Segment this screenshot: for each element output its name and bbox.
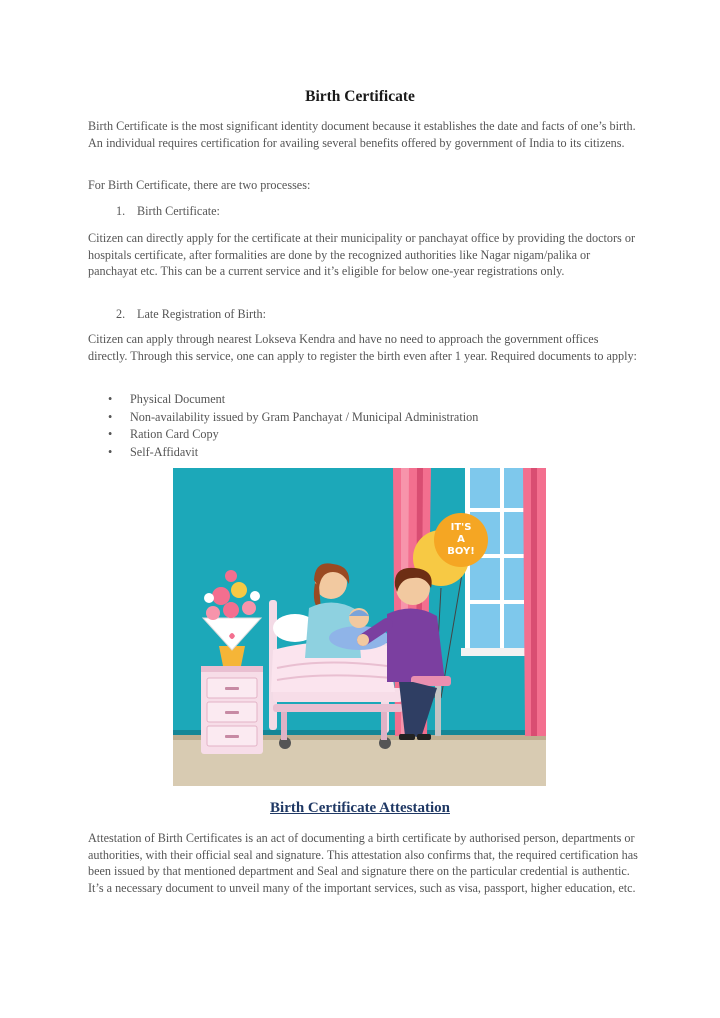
balloon-line-2: A bbox=[457, 534, 465, 545]
attestation-paragraph: Attestation of Birth Certificates is an act of documenting a birth certificate by authorised person, departments or authorities, with their official seal and signature. This attestation also confirms that, the required certification has been issued by that mentioned department and Seal and signature there on the particular credential is authentic. It’s a necessary document to unveil many of the important services, such as visa, passport, higher education, etc. bbox=[88, 831, 638, 895]
bullet-icon: • bbox=[108, 392, 113, 406]
process-2-label: Late Registration of Birth: bbox=[137, 307, 266, 321]
hospital-birth-illustration bbox=[173, 468, 546, 786]
balloon-line-3: BOY! bbox=[447, 546, 475, 557]
process-2-heading bbox=[116, 306, 266, 322]
process-1-label: Birth Certificate: bbox=[137, 204, 220, 218]
process-1-description: Citizen can directly apply for the certificate at their municipality or panchayat office by providing the doctors or hospitals certificate, after formalities are done by the recognized authorities like Nagar nigam/palika or panchayat etc. This can be a current service and it’s eligible for below one-year registrations only. bbox=[88, 231, 635, 278]
bullet-icon: • bbox=[108, 409, 113, 424]
list-item: • Ration Card Copy bbox=[108, 426, 478, 444]
list-item: • Physical Document bbox=[108, 391, 478, 409]
list-item: • Non-availability issued by Gram Panchayat / Municipal Administration bbox=[108, 409, 478, 427]
process-1-heading bbox=[116, 203, 220, 219]
bullet-icon: • bbox=[108, 444, 113, 459]
required-documents-list bbox=[108, 391, 478, 461]
processes-intro: For Birth Certificate, there are two processes: bbox=[88, 178, 311, 192]
bullet-icon: • bbox=[108, 427, 113, 441]
section-title-attestation: Birth Certificate Attestation bbox=[270, 800, 450, 816]
process-2-number: 2. bbox=[116, 307, 126, 321]
intro-paragraph: Birth Certificate is the most significant identity document because it establishes the date and facts of one’s birth. An individual requires certification for availing several benefits offered by government of India to its citizens. bbox=[88, 119, 636, 150]
balloon-line-1: IT'S bbox=[450, 522, 472, 533]
list-item: • Self-Affidavit bbox=[108, 444, 478, 462]
process-2-description: Citizen can apply through nearest Lokseva Kendra and have no need to approach the government offices directly. Through this service, one can apply to register the birth even after 1 year. Required documents to apply: bbox=[88, 332, 637, 363]
process-1-number: 1. bbox=[116, 204, 126, 218]
page-title: Birth Certificate bbox=[305, 88, 415, 105]
